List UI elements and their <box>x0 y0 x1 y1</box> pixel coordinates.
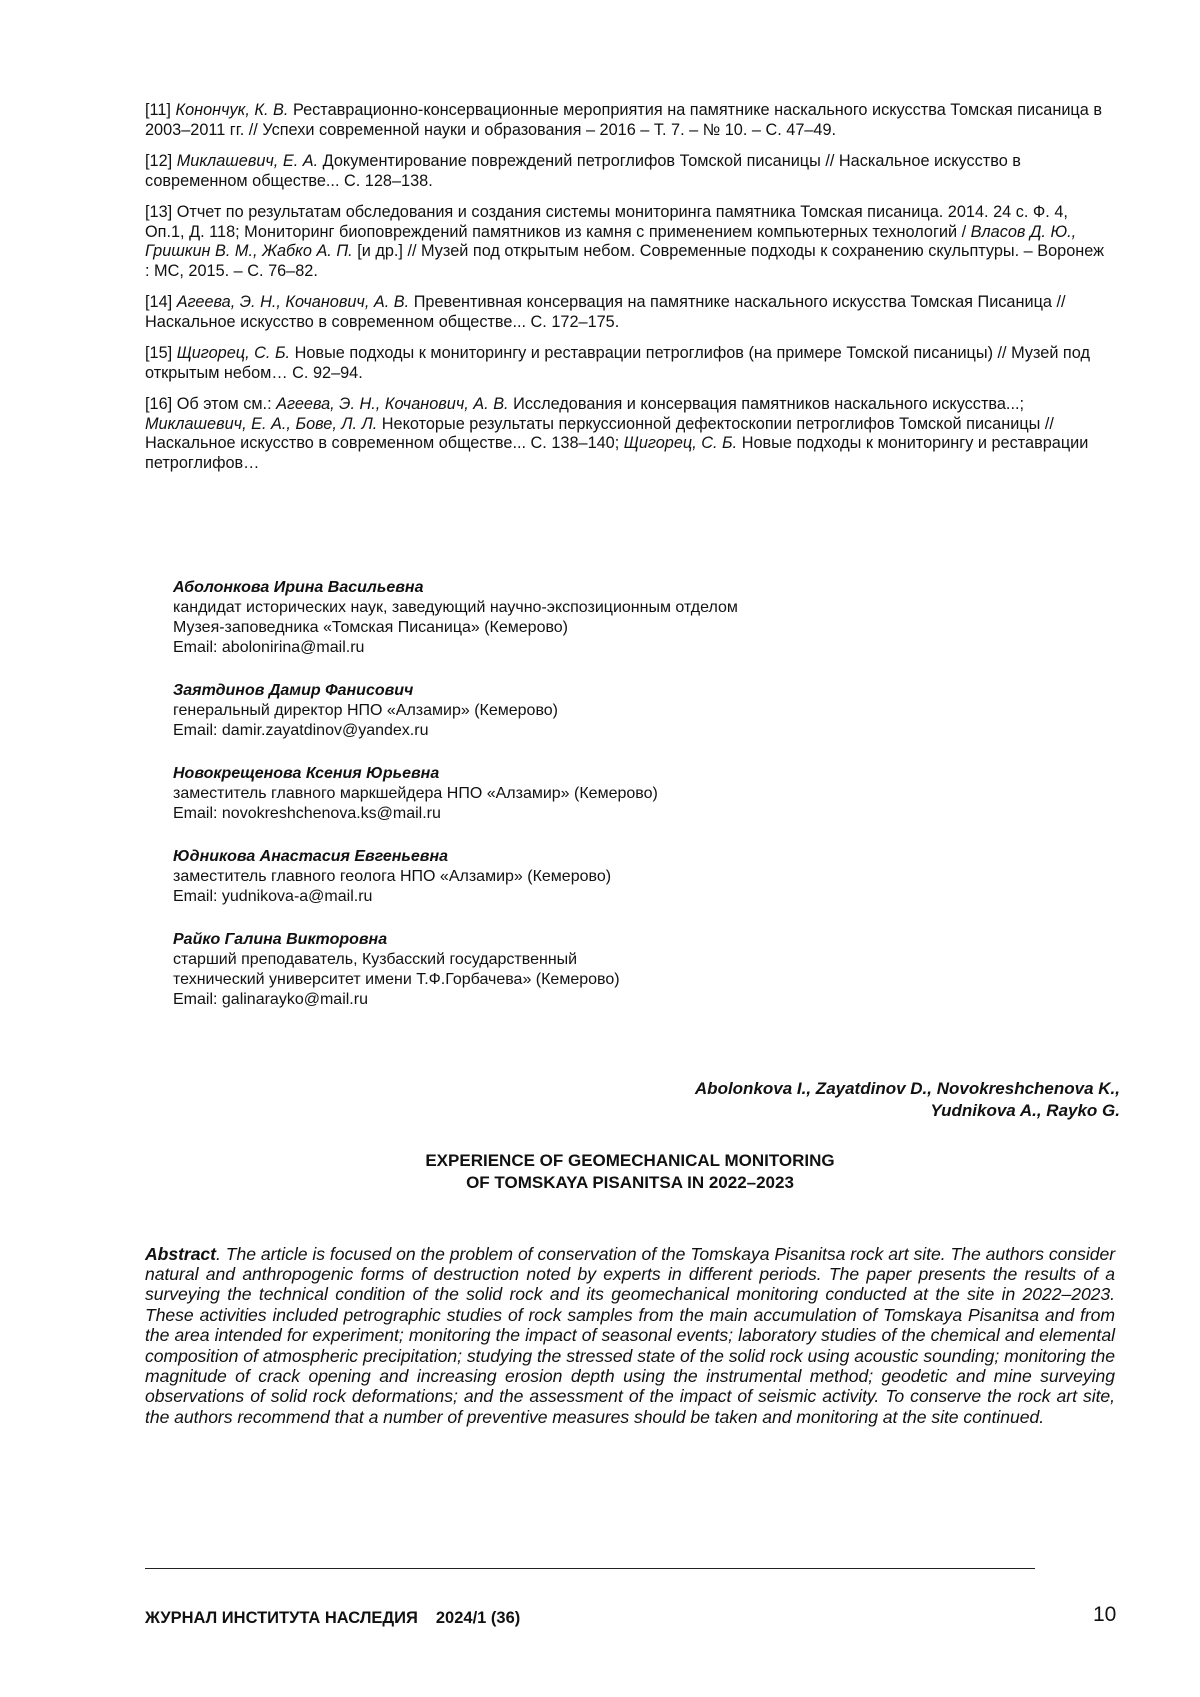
reference-14 <box>145 293 1105 332</box>
ref-text: Реставрационно-консервационные мероприятия на памятнике наскального искусства Томская писаница в 2003–2011 гг. // Успехи современной науки и образования – 2016 – Т. 7. – № 10. – С. 47–49. <box>145 101 1102 139</box>
author-position: заместитель главного маркшейдера НПО «Алзамир» (Кемерово) <box>173 785 658 802</box>
ref-text: Исследования и консервация памятников наскального искусства...; <box>508 395 1025 413</box>
reference-13 <box>145 203 1105 281</box>
title-line: EXPERIENCE OF GEOMECHANICAL MONITORING <box>425 1151 835 1170</box>
ref-text: [и др.] // Музей под открытым небом. Современные подходы к сохранению скульптуры. – Воронеж : МС, 2015. – С. 76–82. <box>145 242 1105 280</box>
author-email: Email: damir.zayatdinov@yandex.ru <box>173 722 429 739</box>
ref-author: Щигорец, С. Б. <box>176 344 291 362</box>
title-line: OF TOMSKAYA PISANITSA IN 2022–2023 <box>466 1173 794 1192</box>
ref-text: Новые подходы к мониторингу и реставрации петроглифов… <box>145 434 1089 472</box>
author-info-list <box>173 578 1073 1033</box>
author-entry <box>173 764 1073 824</box>
ref-text: Документирование повреждений петроглифов Томской писаницы // Наскальное искусство в современном обществе... С. 128–138. <box>145 152 1021 190</box>
author-name: Райко Галина Викторовна <box>173 931 388 948</box>
english-author-byline <box>500 1078 1120 1122</box>
journal-name: ЖУРНАЛ ИНСТИТУТА НАСЛЕДИЯ <box>145 1609 418 1627</box>
ref-text: Новые подходы к мониторингу и реставрации петроглифов (на примере Томской писаницы) // Музей под открытым небом… С. 92–94. <box>145 344 1090 382</box>
author-position: старший преподаватель, Кузбасский государственный <box>173 951 578 968</box>
author-entry <box>173 930 1073 1010</box>
byline-line: Abolonkova I., Zayatdinov D., Novokreshchenova K., <box>694 1079 1120 1098</box>
ref-text: Об этом см.: <box>176 395 277 413</box>
author-email: Email: galinarayko@mail.ru <box>173 991 368 1008</box>
author-position: генеральный директор НПО «Алзамир» (Кемерово) <box>173 702 558 719</box>
references-list <box>145 101 1105 485</box>
ref-number: [13] <box>145 203 173 221</box>
author-name: Юдникова Анастасия Евгеньевна <box>173 848 449 865</box>
journal-footer <box>145 1609 520 1628</box>
footer-rule <box>145 1568 1035 1569</box>
ref-author: Миклашевич, Е. А., Бове, Л. Л. <box>145 414 378 433</box>
author-email: Email: abolonirina@mail.ru <box>173 639 365 656</box>
author-entry <box>173 681 1073 741</box>
ref-author: Конончук, К. В. <box>175 101 289 119</box>
ref-text: Отчет по результатам обследования и создания системы мониторинга памятника Томская писаница. 2014. 24 с. Ф. 4, Оп.1, Д. 118; Мониторинг биоповреждений памятников из камня с применением компьютерных технологий / <box>145 203 1068 241</box>
author-entry <box>173 578 1073 658</box>
author-name: Новокрещенова Ксения Юрьевна <box>173 765 440 782</box>
reference-11 <box>145 101 1105 140</box>
ref-author: Власов Д. Ю., Гришкин В. М., Жабко А. П. <box>145 222 1077 260</box>
author-affiliation: технический университет имени Т.Ф.Горбачева» (Кемерово) <box>173 971 620 988</box>
author-entry <box>173 847 1073 907</box>
ref-author: Агеева, Э. Н., Кочанович, А. В. <box>176 293 410 311</box>
ref-author: Щигорец, С. Б. <box>623 434 738 452</box>
ref-text: Превентивная консервация на памятнике наскального искусства Томская Писаница // Наскальное искусство в современном обществе... С. 172–175. <box>145 293 1066 331</box>
abstract-text: . The article is focused on the problem of conservation of the Tomskaya Pisanitsa rock art site. The authors consider natural and anthropogenic forms of destruction noted by experts in different periods. The paper presents the results of a surveying the technical condition of the solid rock and its geomechanical monitoring conducted at the site in 2022–2023. These activities included petrographic studies of rock samples from the main accumulation of Tomskaya Pisanitsa and from the area intended for experiment; monitoring the impact of seasonal events; laboratory studies of the chemical and elemental composition of atmospheric precipitation; studying the stressed state of the solid rock using acoustic sounding; monitoring the magnitude of crack opening and increasing erosion depth using the instrumental method; geodetic and mine surveying observations of solid rock deformations; and the assessment of the impact of seismic activity. To conserve the rock art site, the authors recommend that a number of preventive measures should be taken and monitoring at the site continued. <box>145 1243 1115 1427</box>
ref-text: Некоторые результаты перкуссионной дефектоскопии петроглифов Томской писаницы // Наскальное искусство в современном обществе... С. 138–140; <box>145 414 1054 452</box>
page-number: 10 <box>1093 1603 1117 1626</box>
ref-number: [16] <box>145 395 173 413</box>
ref-author: Агеева, Э. Н., Кочанович, А. В. <box>276 395 509 413</box>
ref-number: [12] <box>145 152 173 170</box>
reference-15 <box>145 344 1105 383</box>
ref-number: [14] <box>145 293 173 311</box>
ref-number: [15] <box>145 344 173 362</box>
reference-12 <box>145 152 1105 191</box>
ref-author: Миклашевич, Е. А. <box>176 152 319 170</box>
author-position: заместитель главного геолога НПО «Алзамир» (Кемерово) <box>173 868 612 885</box>
author-email: Email: novokreshchenova.ks@mail.ru <box>173 805 441 822</box>
author-affiliation: Музея-заповедника «Томская Писаница» (Кемерово) <box>173 619 569 636</box>
article-title <box>145 1150 1115 1194</box>
journal-issue: 2024/1 (36) <box>435 1609 521 1627</box>
author-email: Email: yudnikova-a@mail.ru <box>173 888 373 905</box>
abstract-label: Abstract <box>145 1243 216 1264</box>
byline-line: Yudnikova A., Rayko G. <box>930 1101 1120 1120</box>
author-name: Заятдинов Дамир Фанисович <box>173 682 414 699</box>
ref-number: [11] <box>145 101 171 119</box>
abstract <box>145 1244 1115 1428</box>
author-position: кандидат исторических наук, заведующий научно-экспозиционным отделом <box>173 599 738 616</box>
author-name: Аболонкова Ирина Васильевна <box>173 579 424 596</box>
reference-16 <box>145 395 1105 473</box>
